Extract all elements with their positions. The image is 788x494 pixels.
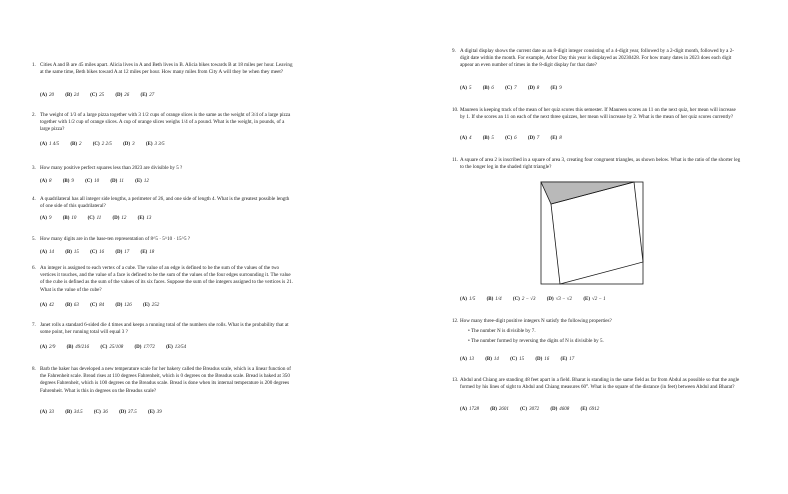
choice [110, 179, 124, 184]
text-fragment: 16 [544, 357, 550, 362]
text-fragment: 4 [468, 136, 472, 141]
text-fragment: 1/5 [468, 297, 476, 302]
text-fragment: (A) [460, 297, 467, 302]
text-fragment: 8 [48, 179, 52, 184]
text-fragment: (B) [65, 410, 72, 415]
text-fragment: 25 [99, 93, 105, 98]
question-3-choices [40, 179, 159, 184]
text-fragment: 13 [146, 216, 152, 221]
text-fragment: 42 [48, 303, 54, 308]
text-fragment: 37.5 [128, 410, 137, 415]
question-9-choices [460, 86, 572, 91]
question-8 [32, 366, 294, 395]
question-8-choices [40, 410, 172, 415]
text-fragment: (C) [510, 357, 518, 362]
choice [70, 142, 81, 147]
choice [490, 407, 509, 412]
text-fragment: √3 − √2 [555, 297, 573, 302]
choice [483, 136, 494, 141]
text-fragment: (C) [87, 216, 95, 221]
text-fragment: (B) [482, 136, 490, 141]
text-fragment: 6912 [589, 407, 600, 412]
text-fragment: (A) [40, 179, 47, 184]
text-fragment: (A) [40, 216, 47, 221]
question-10-choices [460, 136, 572, 141]
text-fragment: 3072 [529, 407, 540, 412]
inscribed-squares-figure [540, 181, 644, 285]
text-fragment: (C) [505, 86, 513, 91]
choice [40, 303, 54, 308]
text-fragment: 8. [32, 366, 36, 372]
text-fragment: (C) [90, 250, 98, 255]
text-fragment: 14 [493, 357, 499, 362]
question-4 [32, 196, 294, 210]
text-fragment: (C) [505, 136, 513, 141]
choice [115, 93, 129, 98]
question-5-choices [40, 250, 164, 255]
question-3 [32, 165, 294, 172]
choice [65, 93, 79, 98]
text-fragment: 10 [71, 216, 77, 221]
choice [115, 250, 129, 255]
choice [123, 142, 134, 147]
question-4-choices [40, 216, 161, 221]
text-fragment: (E) [550, 136, 558, 141]
text-fragment: 12. [452, 318, 459, 324]
text-fragment: 1/4 [495, 297, 502, 302]
text-fragment: (A) [40, 410, 47, 415]
question-6-text: An integer is assigned to each vertex of a cube. The value of an edge is defined to be the sum of the values of the two vertices it touches, and the value of a face is defined to be the sum of the values of the four edges surrounding it. The value of the cube is defined as the sum of the values of its six faces. Suppose the sum of the integers assigned to the vertices is 21. What is the value of the cube? [40, 265, 293, 293]
question-3-text: How many positive perfect squares less than 2023 are divisible by 5 ? [40, 165, 183, 171]
text-fragment: (A) [40, 250, 47, 255]
text-fragment: (E) [137, 216, 145, 221]
text-fragment: 8 [536, 86, 540, 91]
question-11-text: A square of area 2 is inscribed in a square of area 3, creating four congruent triangles, as shown below. What is the ratio of the shorter leg to the longer leg in the shaded right triangle? [460, 157, 741, 171]
choice [65, 250, 79, 255]
text-fragment: 26 [124, 93, 130, 98]
text-fragment: (E) [140, 250, 148, 255]
text-fragment: (C) [100, 345, 108, 350]
text-fragment: √2 − 1 [591, 297, 606, 302]
text-fragment: 34.5 [73, 410, 83, 415]
text-fragment: 20 [48, 93, 54, 98]
text-fragment: 3. [32, 165, 36, 171]
text-fragment: 5 [491, 136, 494, 141]
question-9-text: A digital display shows the current date as an 8-digit integer consisting of a 4-digit year, followed by a 2-digit month, followed by a 2-digit date within the month. For example, Arbor Day this year is displayed as 20230428. For how many dates in 2023 does each digit appear an even number of times in the 8-digit display for that date? [460, 48, 734, 69]
question-9 [452, 48, 742, 70]
text-fragment: 39 [156, 410, 162, 415]
text-fragment: 17 [569, 357, 575, 362]
choice [166, 345, 186, 350]
text-fragment: (D) [550, 407, 558, 412]
choice [40, 250, 54, 255]
choice [141, 93, 155, 98]
text-fragment: 15 [73, 250, 79, 255]
choice [485, 357, 499, 362]
text-fragment: 9 [559, 86, 562, 91]
text-fragment: (B) [70, 142, 78, 147]
text-fragment: 1 4/5 [48, 142, 60, 147]
text-fragment: (C) [520, 407, 528, 412]
text-fragment: (E) [550, 86, 558, 91]
text-fragment: (C) [90, 303, 98, 308]
question-11-choices [460, 297, 616, 302]
choice [63, 179, 74, 184]
choice [90, 303, 104, 308]
text-fragment: 126 [124, 303, 132, 308]
choice [112, 216, 126, 221]
choice [535, 357, 549, 362]
question-11 [452, 157, 742, 171]
choice [65, 303, 79, 308]
choice [40, 179, 51, 184]
choice [547, 297, 572, 302]
text-fragment: (A) [460, 357, 467, 362]
text-fragment: 9 [71, 179, 74, 184]
text-fragment: 7 [536, 136, 540, 141]
text-fragment: 2 2/5 [101, 142, 112, 147]
text-fragment: (B) [490, 407, 497, 412]
text-fragment: 6. [32, 265, 36, 271]
question-1-choices [40, 93, 164, 98]
choice [143, 303, 159, 308]
text-fragment: 18 [149, 250, 155, 255]
choice [505, 86, 516, 91]
text-fragment: (D) [123, 142, 131, 147]
text-fragment: (E) [560, 357, 568, 362]
choice [90, 93, 104, 98]
text-fragment: 17 [124, 250, 130, 255]
text-fragment: 14 [48, 250, 54, 255]
choice [551, 86, 562, 91]
text-fragment: 2. [32, 112, 36, 118]
choice [40, 142, 59, 147]
text-fragment: 3 3/5 [154, 142, 165, 147]
text-fragment: (D) [527, 86, 535, 91]
choice [460, 407, 479, 412]
choice [513, 297, 536, 302]
text-fragment: 6 [514, 136, 517, 141]
text-fragment: (D) [527, 136, 535, 141]
choice [551, 136, 562, 141]
question-4-text: A quadrilateral has all integer side lengths, a perimeter of 26, and one side of length 4. What is the greatest possible length of one side of this quadrilateral? [40, 196, 290, 210]
text-fragment: (D) [115, 303, 123, 308]
text-fragment: 11. [452, 157, 459, 163]
text-fragment: 6 [491, 86, 494, 91]
text-fragment: 5 [468, 86, 472, 91]
text-fragment: (B) [65, 303, 72, 308]
question-6 [32, 265, 294, 294]
text-fragment: 2 [79, 142, 82, 147]
question-2-text: The weight of 1/3 of a large pizza together with 3 1/2 cups of orange slices is the same as the weight of 3/4 of a large pizza together with 1/2 cup of orange slices. A cup of orange slices weighs 1/4 of a pound. What is the weight, in pounds, of a large pizza? [40, 112, 291, 133]
choice [148, 410, 162, 415]
text-fragment: 17/72 [143, 345, 155, 350]
question-10 [452, 107, 742, 121]
text-fragment: (D) [119, 410, 127, 415]
text-fragment: (B) [485, 357, 492, 362]
choice [460, 86, 471, 91]
question-12-text: How many three-digit positive integers N satisfy the following properties? [460, 318, 612, 324]
text-fragment: 252 [151, 303, 160, 308]
choice [583, 297, 605, 302]
text-fragment: 12 [143, 179, 149, 184]
choice [483, 86, 494, 91]
text-fragment: 10. [452, 107, 459, 113]
text-fragment: 63 [73, 303, 79, 308]
text-fragment: (C) [512, 297, 520, 302]
text-fragment: (B) [62, 179, 70, 184]
choice [115, 303, 131, 308]
text-fragment: 1. [32, 62, 36, 68]
text-fragment: (B) [65, 93, 72, 98]
text-fragment: 7 [514, 86, 517, 91]
text-fragment: (D) [134, 345, 142, 350]
text-fragment: 13 [468, 357, 474, 362]
text-fragment: 2/9 [48, 345, 56, 350]
choice [528, 86, 539, 91]
text-fragment: The number N is divisible by 7. [470, 328, 536, 335]
text-fragment: (B) [62, 216, 70, 221]
choice [40, 216, 51, 221]
question-2 [32, 112, 294, 134]
question-1 [32, 62, 294, 76]
choice [67, 345, 90, 350]
text-fragment: 11 [119, 179, 124, 184]
text-fragment: 2 − √3 [521, 297, 536, 302]
text-fragment: 24 [73, 93, 79, 98]
text-fragment: 36 [102, 410, 108, 415]
text-fragment: (E) [143, 303, 150, 308]
text-fragment: (A) [40, 345, 47, 350]
choice [550, 407, 569, 412]
text-fragment: 4. [32, 196, 36, 202]
text-fragment: (B) [486, 297, 494, 302]
text-fragment: (D) [546, 297, 554, 302]
choice [581, 407, 600, 412]
text-fragment: (E) [140, 93, 148, 98]
text-fragment: 33 [48, 410, 54, 415]
question-7 [32, 322, 294, 336]
question-12 [452, 318, 742, 346]
choice [63, 216, 77, 221]
choice [100, 345, 123, 350]
text-fragment: (E) [166, 345, 173, 350]
text-fragment: 9 [48, 216, 52, 221]
text-fragment: 27 [149, 93, 155, 98]
text-fragment: 7. [32, 322, 36, 328]
choice [85, 179, 99, 184]
question-1-text: Cities A and B are 45 miles apart. Alicia lives in A and Beth lives in B. Alicia bikes towards B at 18 miles per hour. Leaving at the same time, Beth bikes toward A at 12 miles per hour. How many miles from City A will they be when they meet? [40, 62, 293, 76]
text-fragment: 1728 [468, 407, 479, 412]
text-fragment: (E) [135, 179, 142, 184]
text-fragment: 8 [559, 136, 562, 141]
text-fragment: (D) [115, 250, 123, 255]
text-fragment: (C) [93, 410, 101, 415]
question-5 [32, 236, 294, 243]
text-fragment: (D) [115, 93, 123, 98]
choice [94, 410, 108, 415]
choice [487, 297, 502, 302]
question-5-text: How many digits are in the base-ten representation of 8^5 · 5^10 · 15^5 ? [40, 236, 191, 242]
text-fragment: (D) [535, 357, 543, 362]
text-fragment: (B) [65, 250, 72, 255]
text-fragment: 84 [99, 303, 105, 308]
text-fragment: 13. [452, 377, 459, 383]
bullet-item: • The number N is divisible by 7. [468, 328, 536, 335]
text-fragment: 4608 [559, 407, 570, 412]
text-fragment: (E) [148, 410, 155, 415]
choice [40, 93, 54, 98]
question-7-choices [40, 345, 196, 350]
choice [561, 357, 575, 362]
question-6-choices [40, 303, 169, 308]
text-fragment: (A) [460, 86, 467, 91]
choice [505, 136, 516, 141]
choice [528, 136, 539, 141]
text-fragment: 11 [96, 216, 102, 221]
text-fragment: (D) [112, 216, 120, 221]
text-fragment: The number formed by reversing the digits of N is divisible by 5. [470, 338, 604, 345]
text-fragment: 5. [32, 236, 36, 242]
choice [88, 216, 102, 221]
text-fragment: 13/54 [174, 345, 187, 350]
text-fragment: (A) [40, 303, 47, 308]
text-fragment: (C) [90, 93, 98, 98]
text-fragment: (B) [482, 86, 490, 91]
choice [460, 357, 474, 362]
choice [135, 179, 149, 184]
text-fragment: (E) [580, 407, 588, 412]
text-fragment: (A) [40, 93, 47, 98]
choice [119, 410, 137, 415]
text-fragment: (D) [110, 179, 118, 184]
bullet-item: • The number formed by reversing the digits of N is divisible by 5. [468, 338, 604, 345]
question-2-choices [40, 142, 175, 147]
choice [40, 410, 54, 415]
choice [90, 250, 104, 255]
text-fragment: 49/216 [75, 345, 90, 350]
text-fragment: (A) [460, 407, 467, 412]
choice [460, 136, 471, 141]
question-12-choices [460, 357, 584, 362]
question-10-text: Maureen is keeping track of the mean of her quiz scores this semester. If Maureen scores an 11 on the next quiz, her mean will increase by 1. If she scores an 11 on each of the next three quizzes, her mean will increase by 2. What is the mean of her quiz scores currently? [460, 107, 736, 121]
choice [135, 345, 155, 350]
text-fragment: (A) [460, 136, 467, 141]
question-13 [452, 377, 742, 391]
question-8-text: Barb the baker has developed a new temperature scale for her bakery called the Breadus scale, which is a linear function of the Fahrenheit scale. Bread rises at 110 degrees Fahrenheit, which is 0 degrees on the Breadus scale. Bread is baked at 350 degrees Fahrenheit, which is 100 degrees on the Breadus scale. Bread is done when its internal temperature is 200 degrees Fahrenheit. What is this in degrees on the Breadus scale? [40, 366, 291, 394]
text-fragment: 25/108 [109, 345, 124, 350]
question-13-choices [460, 407, 609, 412]
choice [146, 142, 165, 147]
text-fragment: 12 [121, 216, 127, 221]
question-7-text: Janet rolls a standard 6-sided die 4 times and keeps a running total of the numbers she rolls. What is the probability that at some point, her running total will equal 3 ? [40, 322, 289, 336]
choice [141, 250, 155, 255]
text-fragment: (A) [40, 142, 47, 147]
text-fragment: (E) [583, 297, 590, 302]
choice [93, 142, 112, 147]
text-fragment: 16 [99, 250, 105, 255]
text-fragment: (C) [85, 179, 93, 184]
text-fragment: (E) [145, 142, 153, 147]
text-fragment: 9. [452, 48, 456, 54]
text-fragment: 10 [94, 179, 100, 184]
choice [460, 297, 475, 302]
choice [510, 357, 524, 362]
question-13-text: Abdul and Chiang are standing 48 feet apart in a field. Bharat is standing in the same field as far from Abdul as possible so that the angle formed by his lines of sight to Abdul and Chiang measures 60°. What is the square of the distance (in feet) between Abdul and Bharat? [460, 377, 740, 391]
text-fragment: (C) [92, 142, 100, 147]
text-fragment: 2601 [498, 407, 509, 412]
text-fragment: 15 [519, 357, 525, 362]
choice [40, 345, 55, 350]
text-fragment: 3 [132, 142, 135, 147]
choice [65, 410, 82, 415]
text-fragment: (B) [66, 345, 74, 350]
choice [138, 216, 152, 221]
choice [520, 407, 539, 412]
